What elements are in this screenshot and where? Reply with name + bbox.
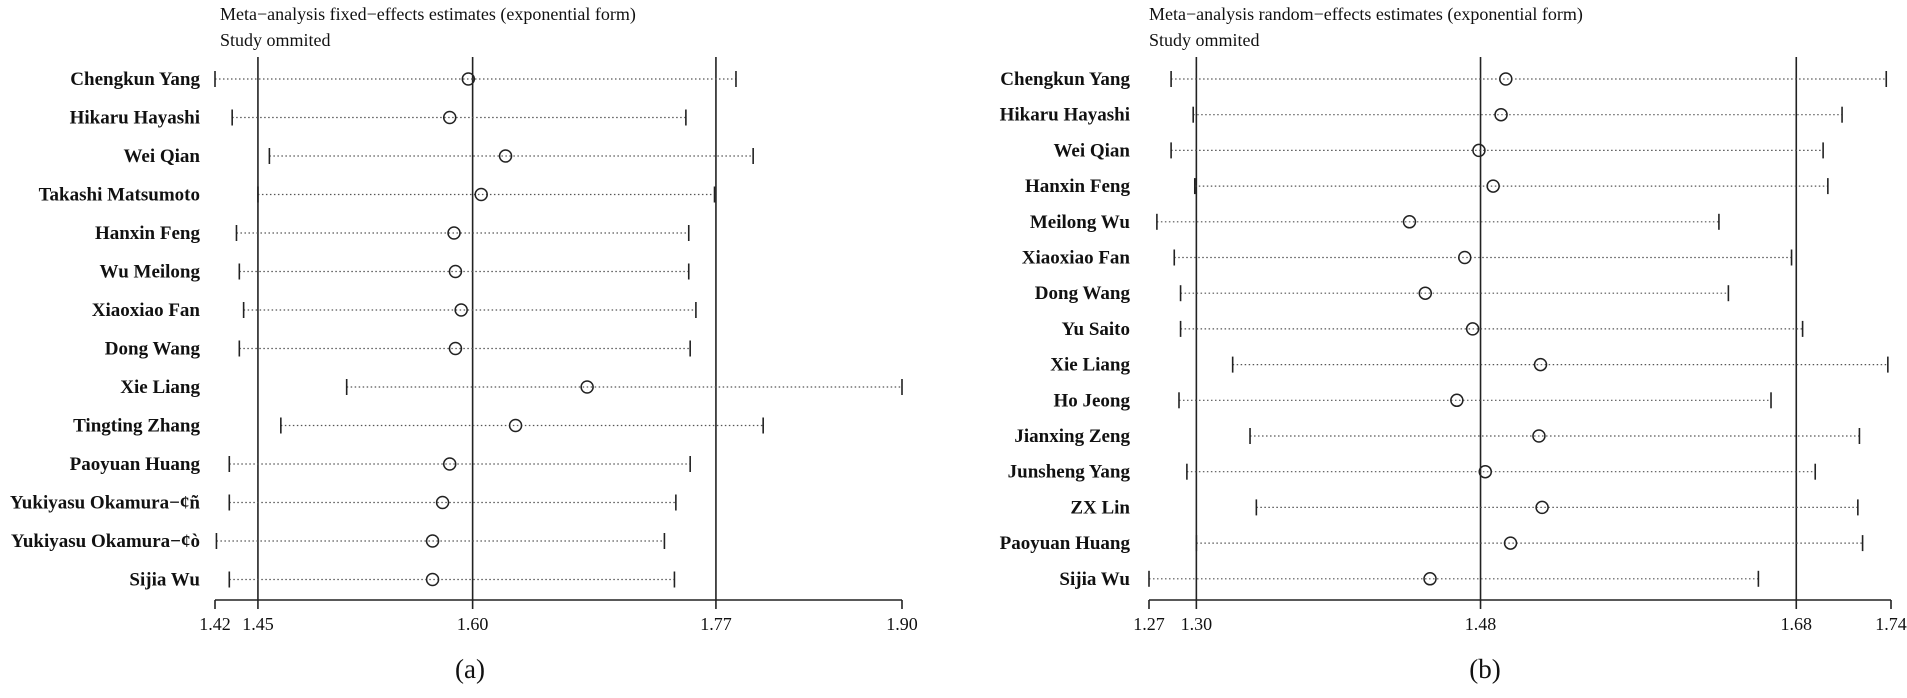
study-label: Xie Liang — [1050, 354, 1130, 376]
study-label: Sijia Wu — [1059, 568, 1130, 590]
study-label: Wei Qian — [123, 146, 200, 167]
study-label: Ho Jeong — [1053, 390, 1130, 412]
study-label: Hikaru Hayashi — [69, 107, 200, 129]
x-tick-label: 1.27 — [1133, 614, 1165, 634]
panel-caption: (b) — [1469, 654, 1501, 684]
study-label: Chengkun Yang — [70, 69, 200, 90]
x-tick-label: 1.48 — [1464, 614, 1497, 634]
study-label: Hikaru Hayashi — [999, 104, 1130, 126]
forest-panel-b — [1000, 4, 1907, 684]
study-label: Junsheng Yang — [1007, 461, 1130, 483]
x-tick-label: 1.42 — [199, 614, 231, 634]
study-label: Hanxin Feng — [1024, 176, 1130, 198]
panel-title: Meta−analysis random−effects estimates (exponential form) — [1149, 4, 1583, 24]
x-tick-label: 1.45 — [242, 614, 274, 634]
study-label: Chengkun Yang — [1000, 69, 1130, 90]
study-label: Xiaoxiao Fan — [1021, 247, 1130, 269]
study-label: Dong Wang — [104, 338, 200, 360]
panel-subtitle: Study ommited — [220, 30, 331, 50]
panel-subtitle: Study ommited — [1149, 30, 1260, 50]
study-label: Tingting Zhang — [73, 415, 200, 437]
study-label: Sijia Wu — [129, 569, 200, 591]
study-label: Wei Qian — [1053, 140, 1130, 162]
x-tick-label: 1.77 — [700, 614, 732, 634]
x-tick-label: 1.90 — [886, 614, 918, 634]
study-label: Yu Saito — [1061, 318, 1130, 340]
point-estimate — [1536, 501, 1548, 513]
panel-title: Meta−analysis fixed−effects estimates (exponential form) — [220, 4, 636, 24]
point-estimate — [1459, 252, 1471, 264]
point-estimate — [475, 189, 487, 201]
study-label: Takashi Matsumoto — [38, 184, 200, 206]
study-label: Jianxing Zeng — [1014, 426, 1130, 447]
x-tick-label: 1.74 — [1875, 614, 1907, 634]
forest-panel-a — [10, 4, 918, 684]
study-label: Paoyuan Huang — [999, 533, 1130, 555]
point-estimate — [1487, 180, 1499, 192]
point-estimate — [1451, 394, 1463, 406]
study-label: Xie Liang — [120, 377, 200, 398]
study-label: Yukiyasu Okamura−¢ò — [10, 531, 200, 552]
x-tick-label: 1.30 — [1180, 614, 1213, 634]
panel-caption: (a) — [455, 654, 485, 684]
point-estimate — [1505, 537, 1517, 549]
study-label: Meilong Wu — [1029, 211, 1130, 233]
study-label: Dong Wang — [1034, 283, 1130, 305]
x-tick-label: 1.68 — [1780, 614, 1813, 634]
study-label: Yukiyasu Okamura−¢ñ — [9, 492, 200, 514]
study-label: Xiaoxiao Fan — [91, 300, 200, 321]
study-label: Hanxin Feng — [94, 223, 200, 244]
point-estimate — [1500, 73, 1512, 85]
study-label: Paoyuan Huang — [69, 454, 200, 475]
study-label: ZX Lin — [1070, 497, 1130, 519]
point-estimate — [427, 574, 439, 586]
point-estimate — [510, 420, 522, 432]
x-tick-label: 1.60 — [456, 614, 489, 634]
study-label: Wu Meilong — [99, 261, 200, 283]
